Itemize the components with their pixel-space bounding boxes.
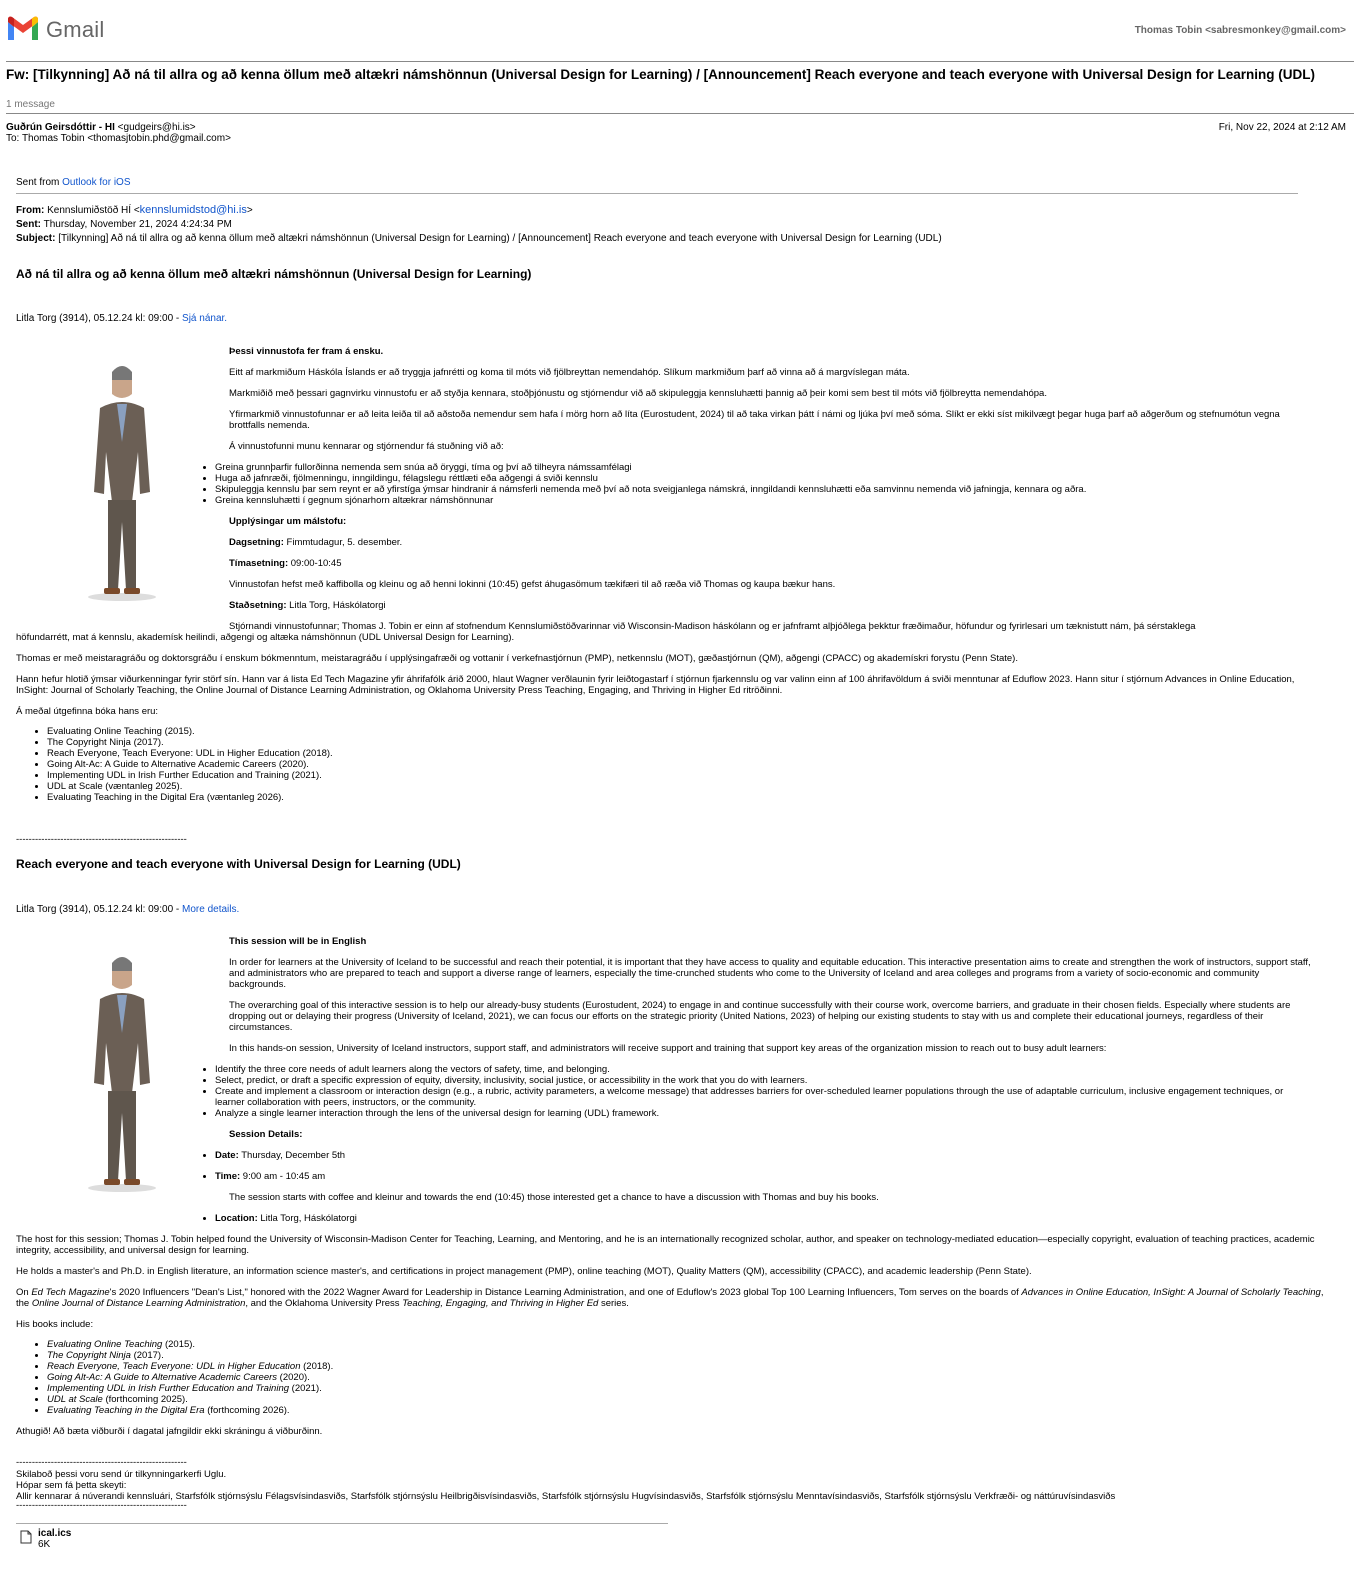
is-coffee: Vinnustofan hefst með kaffibolla og kleinu og að henni lokinni (10:45) gefst áhugasömum tækifæri til að ræða við Thomas og kaupa bækur hans.	[229, 579, 836, 590]
book-title: Going Alt-Ac: A Guide to Alternative Academic Careers	[47, 1372, 278, 1383]
en-bio3	[16, 1287, 1326, 1309]
attachment-divider	[16, 1523, 668, 1524]
recipient: To: Thomas Tobin <thomasjtobin.phd@gmail.com>	[6, 133, 231, 144]
is-books-list	[16, 726, 333, 803]
en-p2: In order for learners at the University of Iceland to be successful and reach their potential, it is important that they have access to quality and equitable education. This interactive presentation aims to create and strengthen the work of instructors, support staff, and administrators who are prepared to teach and support a diverse range of learners, especially the time-crunched students who come to the University of Iceland and area colleges and programs from a variety of socio-economic and community backgrounds.	[229, 957, 1311, 990]
is-more-link[interactable]: Sjá nánar.	[182, 313, 228, 324]
thread-subject: Fw: [Tilkynning] Að ná til allra og að kenna öllum með altækri námshönnun (Universal Design for Learning) / [Announcement] Reach everyone and teach everyone with Universal Design for Learning (UDL)	[6, 67, 1315, 82]
list-item: • Implementing UDL in Irish Further Education and Training (2021).	[47, 770, 333, 781]
sender-email: <gudgeirs@hi.is>	[117, 122, 196, 133]
fwd-subject	[16, 232, 942, 246]
en-time-value: 9:00 am - 10:45 am	[240, 1171, 326, 1182]
list-item: • The Copyright Ninja (2017).	[47, 737, 333, 748]
fwd-subject-value: [Tilkynning] Að ná til allra og að kenna öllum með altækri námshönnun (Universal Design for Learning) / [Announcement] Reach everyone and teach everyone with Universal Design for Learning (UDL)	[55, 233, 942, 244]
en-p1: This session will be in English	[229, 936, 367, 947]
en-place-label: Location:	[215, 1213, 258, 1224]
fwd-from-end: >	[246, 205, 253, 216]
list-item	[47, 1339, 333, 1350]
is-books-intro: Á meðal útgefinna bóka hans eru:	[16, 706, 159, 717]
list-item: • Skipuleggja kennslu þar sem reynt er að yfirstíga ýmsar hindranir á námsferli nemenda með því að nota sveigjanlega námskrá, inngildandi kennsluhætti eða samvinnu nemenda við jafningja, kennara og aðra.	[215, 484, 1314, 495]
list-item: • Greina kennsluhætti í gegnum sjónarhorn altækrar námshönnunar	[215, 495, 1314, 506]
is-bio2: Thomas er með meistaragráðu og doktorsgráðu í enskum bókmenntum, meistaragráðu í upplýsingafræði og vottanir í verkefnastjórnun (PMP), netkennslu (MOT), gæðastjórnun (QM), aðgengi (CPACC) og akademískri forystu (Penn State).	[16, 653, 1018, 664]
is-place	[229, 600, 1314, 611]
is-date	[229, 537, 1314, 548]
book-title: Evaluating Teaching in the Digital Era	[47, 1405, 205, 1416]
en-time	[215, 1171, 1314, 1182]
is-bio	[16, 632, 1326, 727]
en-bio3-b: Ed Tech Magazine	[31, 1287, 110, 1298]
en-bio3-g: , and the Oklahoma University Press	[245, 1298, 403, 1309]
fwd-from-email-link[interactable]: kennslumidstod@hi.is	[139, 204, 247, 216]
list-item	[47, 1361, 333, 1372]
en-time-label: Time:	[215, 1171, 241, 1182]
en-place-value: Litla Torg, Háskólatorgi	[257, 1213, 357, 1224]
is-place-label: Staðsetning:	[229, 600, 287, 611]
fwd-sent-label: Sent:	[16, 219, 41, 230]
subject-divider	[6, 113, 1354, 114]
is-p2: Eitt af markmiðum Háskóla Íslands er að tryggja jafnrétti og koma til móts við fjölbreyttan nemendahóp. Slíkum markmiðum þarf að vinna að á margvíslegan máta.	[229, 367, 910, 378]
list-item	[47, 1383, 333, 1394]
en-bio3-c: 's 2020 Influencers "Dean's List," honored with the 2022 Wagner Award for Leadership in Distance Learning Administration, and one of Eduflow's 2023 global Top 100 Learning Influencers, Tom serves on the boards of	[109, 1287, 1022, 1298]
is-p1: Þessi vinnustofa fer fram á ensku.	[229, 346, 384, 357]
footer-line2: Hópar sem fá þetta skeyti:	[16, 1480, 127, 1491]
is-date-value: Fimmtudagur, 5. desember.	[283, 537, 403, 548]
registration-note: Athugið! Að bæta viðburði í dagatal jafngildir ekki skráningu á viðburðinn.	[16, 1426, 323, 1437]
en-details-heading: Session Details:	[229, 1129, 303, 1140]
is-location	[16, 313, 227, 324]
is-time-label: Tímasetning:	[229, 558, 289, 569]
en-bio3-a: On	[16, 1287, 32, 1298]
app-name: Gmail	[46, 17, 105, 42]
is-bullet-list	[215, 462, 1314, 506]
fwd-from	[16, 203, 942, 218]
is-time	[229, 558, 1314, 569]
attachment-size: 6K	[38, 1539, 51, 1550]
en-heading: Reach everyone and teach everyone with Universal Design for Learning (UDL)	[16, 857, 461, 871]
footer-line1: Skilaboð þessi voru send úr tilkynningarkerfi Uglu.	[16, 1469, 227, 1480]
is-content	[215, 346, 1314, 632]
list-item: • Identify the three core needs of adult learners along the vectors of safety, time, and belonging.	[215, 1064, 1314, 1075]
en-location-list	[215, 1213, 1314, 1224]
account-label: Thomas Tobin <sabresmonkey@gmail.com>	[1134, 25, 1346, 36]
book-year: (forthcoming 2026).	[204, 1405, 290, 1416]
gmail-logo-icon	[6, 16, 40, 42]
en-content	[215, 936, 1314, 1224]
en-more-link[interactable]: More details.	[182, 904, 240, 915]
is-p4: Yfirmarkmið vinnustofunnar er að leita leiða til að aðstoða nemendur sem hafa í mörg horn að líta (Eurostudent, 2024) til að taka virkan þátt í námi og ljúka því með sóma. Slíkt er ekki síst mikilvægt þegar huga þarf að aðgerðum og stefnumótun vegna brottfalls nemenda.	[229, 409, 1280, 431]
is-time-value: 09:00-10:45	[288, 558, 342, 569]
book-title: Implementing UDL in Irish Further Education and Training	[47, 1383, 290, 1394]
list-item	[47, 1372, 333, 1383]
is-bio1a: Stjórnandi vinnustofunnar; Thomas J. Tobin er einn af stofnendum Kennslumiðstöðvarinnar við Wisconsin-Madison háskólann og er jafnframt alþjóðlega þekktur fræðimaður, höfundur og fyrirlesari um tæknistutt nám, þá sérstaklega	[229, 621, 1196, 632]
is-info-heading: Upplýsingar um málstofu:	[229, 516, 347, 527]
en-bio3-f: Online Journal of Distance Learning Administration	[31, 1298, 246, 1309]
is-date-label: Dagsetning:	[229, 537, 284, 548]
book-year: (2017).	[130, 1350, 164, 1361]
en-location	[16, 904, 239, 915]
en-books-list	[16, 1339, 333, 1416]
en-location-text: Litla Torg (3914), 05.12.24 kl: 09:00 -	[16, 904, 183, 915]
fwd-sent-value: Thursday, November 21, 2024 4:24:34 PM	[41, 219, 232, 230]
book-title: Evaluating Online Teaching	[47, 1339, 163, 1350]
list-item: • Evaluating Online Teaching (2015).	[47, 726, 333, 737]
is-bio1b: höfundarrétt, mat á kennslu, akademísk heilindi, aðgengi og altæka námshönnun (UDL Universal Design for Learning).	[16, 632, 515, 643]
book-title: The Copyright Ninja	[47, 1350, 131, 1361]
footer-block	[16, 1469, 1115, 1502]
message-date: Fri, Nov 22, 2024 at 2:12 AM	[1218, 122, 1346, 133]
footer-separator: ------------------------------------------------------	[16, 1500, 187, 1511]
book-year: (2018).	[300, 1361, 334, 1372]
attachment-name[interactable]: ical.ics	[38, 1528, 72, 1539]
outlook-ios-link[interactable]: Outlook for iOS	[62, 177, 131, 188]
en-bio1: The host for this session; Thomas J. Tobin helped found the University of Wisconsin-Madison Center for Teaching, Learning, and Mentoring, and he is an internationally recognized scholar, author, and speaker on technology-mediated education—especially copyright, evaluation of teaching practices, academic integrity, accessibility, and universal design for learning.	[16, 1234, 1315, 1256]
fwd-from-name: Kennslumiðstöð HÍ <	[44, 205, 140, 216]
en-place	[215, 1213, 1314, 1224]
en-bio3-d: Advances in Online Education, InSight: A Journal of Scholarly Teaching	[1021, 1287, 1321, 1298]
en-bio3-e: , the	[16, 1287, 1324, 1309]
list-item	[47, 1405, 333, 1416]
book-year: (2015).	[162, 1339, 196, 1350]
en-date-label: Date:	[215, 1150, 239, 1161]
speaker-photo	[72, 352, 172, 602]
fwd-subject-label: Subject:	[16, 233, 56, 244]
en-date-value: Thursday, December 5th	[238, 1150, 346, 1161]
is-p5: Á vinnustofunni munu kennarar og stjórnendur fá stuðning við að:	[229, 441, 504, 452]
book-year: (2021).	[289, 1383, 322, 1394]
is-p3: Markmiðið með þessari gagnvirku vinnustofu er að styðja kennara, stoðþjónustu og stjórnendur við að skipuleggja kennsluhætti þannig að þeir komi sem best til móts við fjölbreytta nemendahópa.	[229, 388, 1047, 399]
message-count: 1 message	[6, 99, 55, 110]
en-p4: In this hands-on session, University of Iceland instructors, support staff, and administrators will receive support and training that support key areas of the organization mission to reach out to busy adult learners:	[229, 1043, 1107, 1054]
book-year: (2020).	[277, 1372, 310, 1383]
en-books-intro: His books include:	[16, 1319, 94, 1330]
list-item	[47, 1394, 333, 1405]
file-icon[interactable]	[20, 1530, 32, 1544]
list-item: • Create and implement a classroom or interaction design (e.g., a rubric, activity parameters, a welcome message) that addresses barriers for over-scheduled learner populations through the use of adaptable curriculum, inclusive engagement techniques, or learner collaboration with peers, instructors, or the community.	[215, 1086, 1314, 1108]
en-coffee: The session starts with coffee and kleinur and towards the end (10:45) those interested get a chance to have a discussion with Thomas and buy his books.	[229, 1192, 879, 1203]
list-item: • Select, predict, or draft a specific expression of equity, diversity, inclusivity, social justice, or accessibility in the work that you do with learners.	[215, 1075, 1314, 1086]
en-bio	[16, 1234, 1326, 1340]
en-bio3-h: Teaching, Engaging, and Thriving in Higher Ed	[402, 1298, 599, 1309]
list-item: • Reach Everyone, Teach Everyone: UDL in Higher Education (2018).	[47, 748, 333, 759]
en-details-list	[215, 1150, 1314, 1182]
en-bio2: He holds a master's and Ph.D. in English literature, an information science master's, and certifications in project management (PMP), online teaching (MOT), Quality Matters (QM), accessibility (CPACC), and academic leadership (Penn State).	[16, 1266, 1032, 1277]
speaker-photo	[72, 943, 172, 1193]
sent-from-prefix: Sent from	[16, 177, 63, 188]
section-separator: ------------------------------------------------------	[16, 834, 187, 845]
footer-separator: ------------------------------------------------------	[16, 1457, 187, 1468]
sent-from-line	[16, 177, 131, 188]
is-place-value: Litla Torg, Háskólatorgi	[286, 600, 386, 611]
list-item	[47, 1350, 333, 1361]
is-heading: Að ná til allra og að kenna öllum með altækri námshönnun (Universal Design for Learning)	[16, 267, 532, 281]
en-bullet-list	[215, 1064, 1314, 1119]
fwd-from-label: From:	[16, 205, 45, 216]
sender-name: Guðrún Geirsdóttir - HI	[6, 122, 115, 133]
en-bio3-i: series.	[598, 1298, 629, 1309]
list-item: • Analyze a single learner interaction through the lens of the universal design for learning (UDL) framework.	[215, 1108, 1314, 1119]
header-divider	[6, 61, 1354, 62]
list-item: • UDL at Scale (væntanleg 2025).	[47, 781, 333, 792]
en-p3: The overarching goal of this interactive session is to help our already-busy students (Eurostudent, 2024) to engage in and continue successfully with their course work, overcome barriers, and graduate in their chosen fields. Especially where students are dropping out or delaying their progress (University of Iceland, 2021), we can focus our efforts on the strategic priority (United Nations, 2023) of helping our existing students to stay with us and complete their educational journeys, regardless of their circumstances.	[229, 1000, 1291, 1033]
book-year: (forthcoming 2025).	[102, 1394, 188, 1405]
footer-line3: Allir kennarar á núverandi kennsluári, Starfsfólk stjórnsýslu Félagsvísindasviðs, Starfsfólk stjórnsýslu Heilbrigðisvísindasviðs, Starfsfólk stjórnsýslu Hugvísindasviðs, Starfsfólk stjórnsýslu Menntavísindasviðs, Starfsfólk stjórnsýslu Verkfræði- og náttúruvísindasviðs	[16, 1491, 1116, 1502]
gmail-header	[0, 0, 1360, 60]
is-location-text: Litla Torg (3914), 05.12.24 kl: 09:00 -	[16, 313, 183, 324]
forward-divider	[16, 193, 1298, 194]
fwd-sent	[16, 218, 942, 232]
book-title: Reach Everyone, Teach Everyone: UDL in Higher Education	[47, 1361, 301, 1372]
list-item: • Going Alt-Ac: A Guide to Alternative Academic Careers (2020).	[47, 759, 333, 770]
list-item: • Greina grunnþarfir fullorðinna nemenda sem snúa að öryggi, tíma og því að tilheyra námssamfélagi	[215, 462, 1314, 473]
list-item: • Huga að jafnræði, fjölmenningu, inngildingu, félagslegu réttlæti eða aðgengi á sviði kennslu	[215, 473, 1314, 484]
is-bio3: Hann hefur hlotið ýmsar viðurkenningar fyrir störf sín. Hann var á lista Ed Tech Magazine yfir áhrifafólk árið 2000, hlaut Wagner verðlaunin fyrir leiðtogastarf í stjórnun fjarkennslu og var valinn einn af 100 áhrifavöldum á sviði menntunar af Eduflow 2023. Hann situr í stjórnum Advances in Online Education, InSight: Journal of Scholarly Teaching, the Online Journal of Distance Learning Administration, og Oklahoma University Press Teaching, Engaging, and Thriving in Higher Ed ritröðinni.	[16, 674, 1295, 696]
sender	[6, 122, 196, 133]
list-item: • Evaluating Teaching in the Digital Era (væntanleg 2026).	[47, 792, 333, 803]
forward-header	[16, 203, 942, 246]
book-title: UDL at Scale	[47, 1394, 103, 1405]
en-date	[215, 1150, 1314, 1161]
